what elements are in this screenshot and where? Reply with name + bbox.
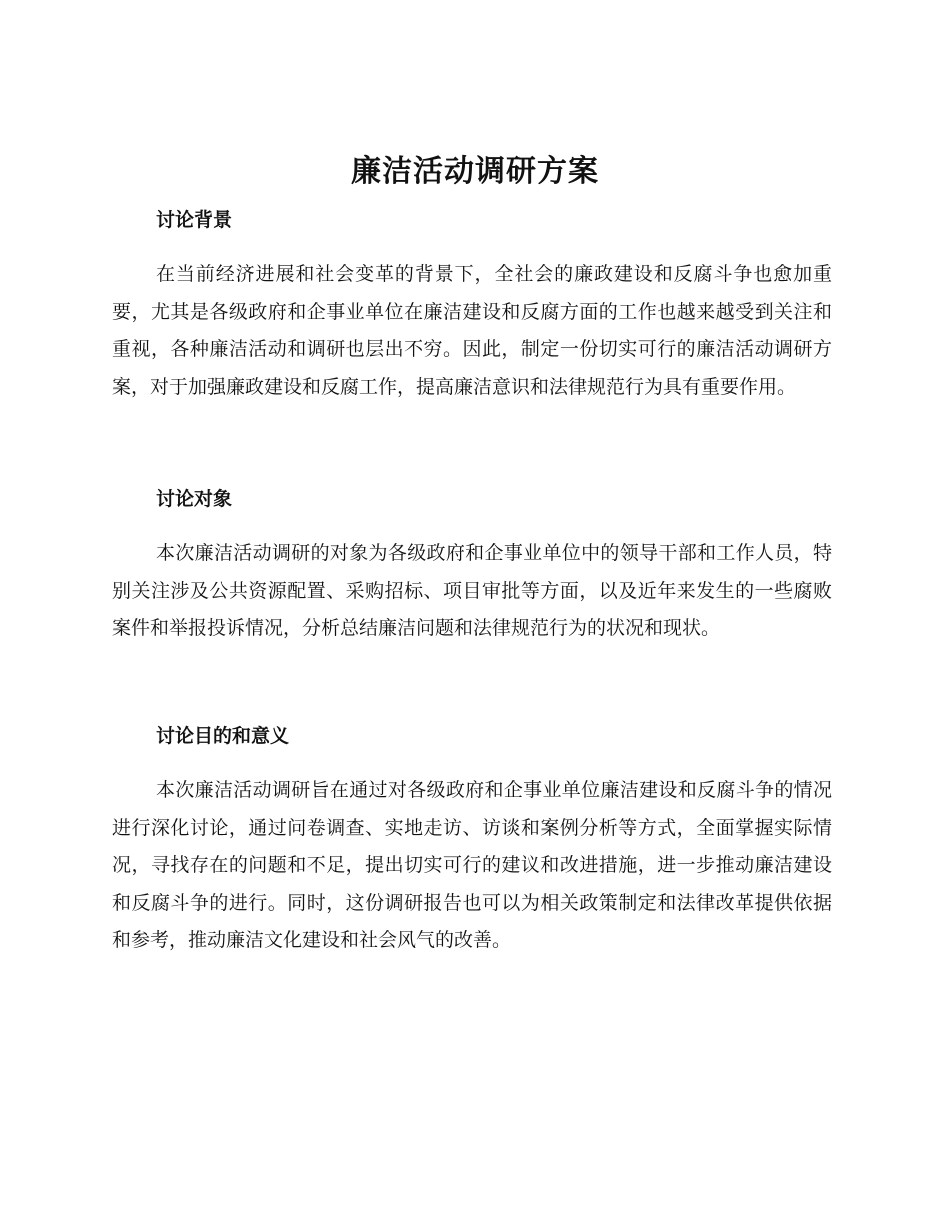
section-paragraph-subjects: 本次廉洁活动调研的对象为各级政府和企事业单位中的领导干部和工作人员，特别关注涉及公共资源配置、采购招标、项目审批等方面，以及近年来发生的一些腐败案件和举报投诉情况，分析总结廉洁问题和法律规范行为的状况和现状。 [112,542,832,639]
section-heading-purpose: 讨论目的和意义 [156,725,290,747]
section-paragraph-purpose: 本次廉洁活动调研旨在通过对各级政府和企事业单位廉洁建设和反腐斗争的情况进行深化讨论，通过问卷调查、实地走访、访谈和案例分析等方式，全面掌握实际情况，寻找存在的问题和不足，提出切实可行的建议和改进措施，进一步推动廉洁建设和反腐斗争的进行。同时，这份调研报告也可以为相关政策制定和法律改革提供依据和参考，推动廉洁文化建设和社会风气的改善。 [112,779,832,951]
section-paragraph-background: 在当前经济进展和社会变革的背景下，全社会的廉政建设和反腐斗争也愈加重要，尤其是各级政府和企事业单位在廉洁建设和反腐方面的工作也越来越受到关注和重视，各种廉洁活动和调研也层出不穷。因此，制定一份切实可行的廉洁活动调研方案，对于加强廉政建设和反腐工作，提高廉洁意识和法律规范行为具有重要作用。 [112,263,832,398]
section-heading-subjects: 讨论对象 [156,488,233,510]
document-title: 廉洁活动调研方案 [351,154,599,189]
section-heading-background: 讨论背景 [156,209,233,231]
